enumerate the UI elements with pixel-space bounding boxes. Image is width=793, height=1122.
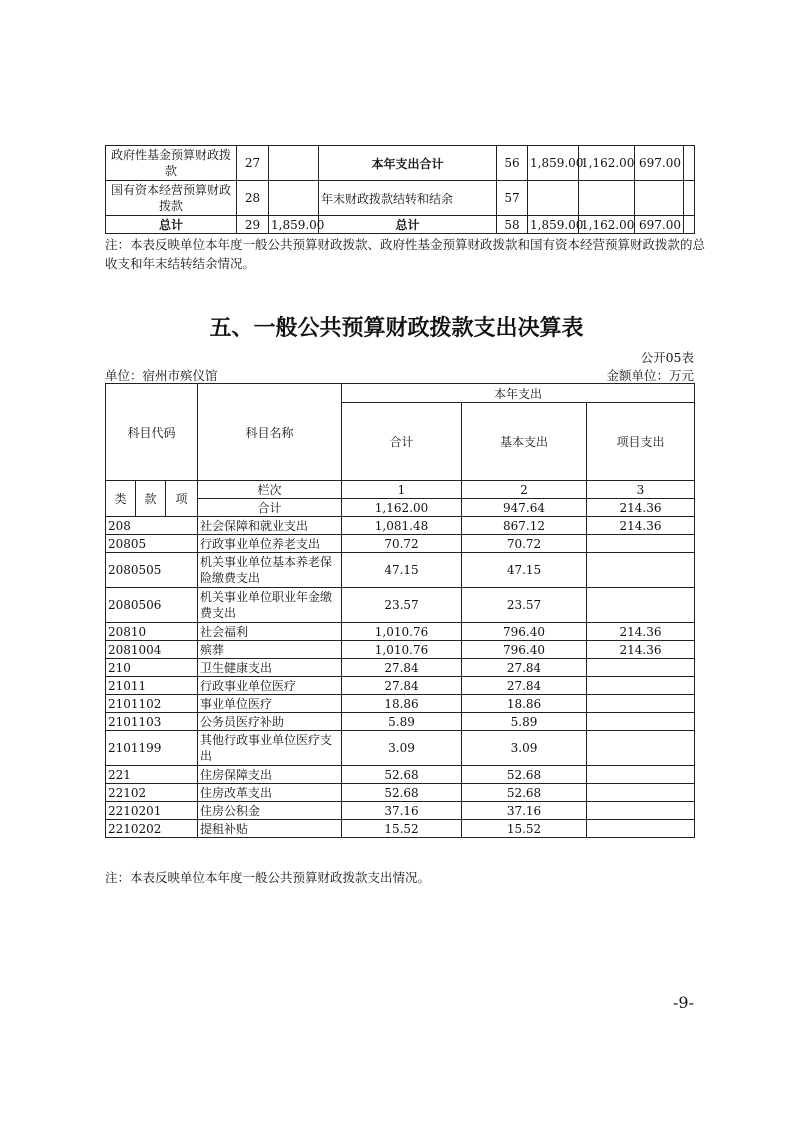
table-row (106, 517, 695, 535)
project-value (587, 659, 695, 677)
total-value: 5.89 (342, 713, 462, 731)
basic-value: 47.15 (462, 553, 587, 588)
unit-label: 单位：宿州市殡仪馆 (105, 368, 218, 383)
income-label: 总计 (106, 216, 237, 234)
project-value (587, 713, 695, 731)
subject-name: 提租补贴 (198, 820, 342, 838)
money-unit-label: 金额单位：万元 (606, 368, 694, 383)
table-row (106, 766, 695, 784)
empty-cell (684, 146, 695, 181)
subject-name: 社会福利 (198, 623, 342, 641)
sum-basic: 947.64 (462, 499, 587, 517)
basic-value: 15.52 (462, 820, 587, 838)
total-value: 15.52 (342, 820, 462, 838)
total-value: 18.86 (342, 695, 462, 713)
expense-project (635, 181, 684, 216)
subject-code: 2101199 (106, 731, 198, 766)
expense-label: 总计 (319, 216, 497, 234)
table-row (106, 623, 695, 641)
income-value (269, 146, 319, 181)
total-value: 23.57 (342, 588, 462, 623)
table-row (106, 802, 695, 820)
table-note: 注：本表反映单位本年度一般公共预算财政拨款、政府性基金预算财政拨款和国有资本经营预算财政拨款的总收支和年末结转结余情况。 (105, 237, 706, 271)
total-value: 37.16 (342, 802, 462, 820)
expense-total: 1,859.00 (528, 216, 579, 234)
expense-basic: 1,162.00 (579, 146, 635, 181)
basic-value: 18.86 (462, 695, 587, 713)
basic-value: 796.40 (462, 623, 587, 641)
basic-value: 70.72 (462, 535, 587, 553)
line-number: 58 (497, 216, 528, 234)
column-number-row (106, 481, 695, 499)
subject-name: 其他行政事业单位医疗支出 (198, 731, 342, 766)
subject-name: 行政事业单位养老支出 (198, 535, 342, 553)
expense-label: 年末财政拨款结转和结余 (319, 181, 497, 216)
subject-name: 卫生健康支出 (198, 659, 342, 677)
subject-name: 事业单位医疗 (198, 695, 342, 713)
subject-code: 2081004 (106, 641, 198, 659)
subject-code: 2080506 (106, 588, 198, 623)
project-value (587, 677, 695, 695)
subject-name-header: 科目名称 (198, 384, 342, 481)
subject-code: 20805 (106, 535, 198, 553)
expense-project: 697.00 (635, 146, 684, 181)
basic-value: 23.57 (462, 588, 587, 623)
expense-basic: 1,162.00 (579, 216, 635, 234)
expense-total: 1,859.00 (528, 146, 579, 181)
project-value (587, 588, 695, 623)
basic-value: 3.09 (462, 731, 587, 766)
expense-project: 697.00 (635, 216, 684, 234)
table-row (106, 553, 695, 588)
total-value: 3.09 (342, 731, 462, 766)
sum-total: 1,162.00 (342, 499, 462, 517)
income-label: 国有资本经营预算财政拨款 (106, 181, 237, 216)
expense-label: 本年支出合计 (319, 146, 497, 181)
empty-cell (684, 181, 695, 216)
empty-cell (684, 216, 695, 234)
header-row (106, 384, 695, 403)
subject-code: 21011 (106, 677, 198, 695)
subject-code: 2101103 (106, 713, 198, 731)
table-row (106, 820, 695, 838)
table-row (106, 146, 695, 181)
basic-value: 27.84 (462, 659, 587, 677)
table-row (106, 659, 695, 677)
table-row (106, 181, 695, 216)
subject-code: 221 (106, 766, 198, 784)
subject-name: 机关事业单位基本养老保险缴费支出 (198, 553, 342, 588)
table-row (106, 784, 695, 802)
expense-basic (579, 181, 635, 216)
project-value (587, 784, 695, 802)
table-row (106, 677, 695, 695)
total-value: 1,081.48 (342, 517, 462, 535)
total-header: 合计 (342, 403, 462, 481)
table-row (106, 695, 695, 713)
column-number: 1 (342, 481, 462, 499)
subject-name: 公务员医疗补助 (198, 713, 342, 731)
basic-value: 796.40 (462, 641, 587, 659)
subject-name: 住房改革支出 (198, 784, 342, 802)
basic-value: 27.84 (462, 677, 587, 695)
project-value: 214.36 (587, 517, 695, 535)
column-number: 2 (462, 481, 587, 499)
subject-code: 2210202 (106, 820, 198, 838)
basic-value: 52.68 (462, 784, 587, 802)
project-value (587, 820, 695, 838)
total-value: 52.68 (342, 766, 462, 784)
subject-code: 208 (106, 517, 198, 535)
project-header: 项目支出 (587, 403, 695, 481)
table-note: 注：本表反映单位本年度一般公共预算财政拨款支出情况。 (105, 870, 431, 885)
total-value: 70.72 (342, 535, 462, 553)
total-value: 1,010.76 (342, 623, 462, 641)
sum-label: 合计 (198, 499, 342, 517)
column-number: 3 (587, 481, 695, 499)
total-value: 1,010.76 (342, 641, 462, 659)
total-value: 27.84 (342, 677, 462, 695)
total-value: 47.15 (342, 553, 462, 588)
xiang-header: 项 (166, 481, 198, 517)
sum-project: 214.36 (587, 499, 695, 517)
project-value (587, 553, 695, 588)
expenditure-table (105, 383, 695, 838)
basic-value: 867.12 (462, 517, 587, 535)
expense-total (528, 181, 579, 216)
subject-name: 住房保障支出 (198, 766, 342, 784)
subject-code: 210 (106, 659, 198, 677)
basic-value: 37.16 (462, 802, 587, 820)
table-row (106, 588, 695, 623)
basic-header: 基本支出 (462, 403, 587, 481)
total-value: 27.84 (342, 659, 462, 677)
line-number: 29 (237, 216, 269, 234)
project-value: 214.36 (587, 641, 695, 659)
kuan-header: 款 (136, 481, 166, 517)
subject-name: 社会保障和就业支出 (198, 517, 342, 535)
subject-name: 殡葬 (198, 641, 342, 659)
project-value (587, 535, 695, 553)
subject-code: 2080505 (106, 553, 198, 588)
section-title: 五、一般公共预算财政拨款支出决算表 (209, 316, 584, 341)
subject-name: 住房公积金 (198, 802, 342, 820)
form-code: 公开05表 (640, 350, 694, 365)
column-number-label: 栏次 (198, 481, 342, 499)
income-value (269, 181, 319, 216)
subject-name: 机关事业单位职业年金缴费支出 (198, 588, 342, 623)
continued-summary-table (105, 145, 695, 234)
line-number: 56 (497, 146, 528, 181)
this-year-header: 本年支出 (342, 384, 695, 403)
subject-code: 22102 (106, 784, 198, 802)
table-row (106, 535, 695, 553)
project-value: 214.36 (587, 623, 695, 641)
line-number: 28 (237, 181, 269, 216)
line-number: 27 (237, 146, 269, 181)
table-row-total (106, 216, 695, 234)
basic-value: 52.68 (462, 766, 587, 784)
page-number: -9- (673, 993, 694, 1012)
income-label: 政府性基金预算财政拨款 (106, 146, 237, 181)
project-value (587, 695, 695, 713)
lei-header: 类 (106, 481, 136, 517)
subject-code: 2101102 (106, 695, 198, 713)
subject-code: 2210201 (106, 802, 198, 820)
income-value: 1,859.00 (269, 216, 319, 234)
table-row (106, 731, 695, 766)
project-value (587, 802, 695, 820)
project-value (587, 766, 695, 784)
subject-code-header: 科目代码 (106, 384, 198, 481)
basic-value: 5.89 (462, 713, 587, 731)
project-value (587, 731, 695, 766)
table-row (106, 641, 695, 659)
subject-code: 20810 (106, 623, 198, 641)
table-row (106, 713, 695, 731)
total-value: 52.68 (342, 784, 462, 802)
subject-name: 行政事业单位医疗 (198, 677, 342, 695)
line-number: 57 (497, 181, 528, 216)
